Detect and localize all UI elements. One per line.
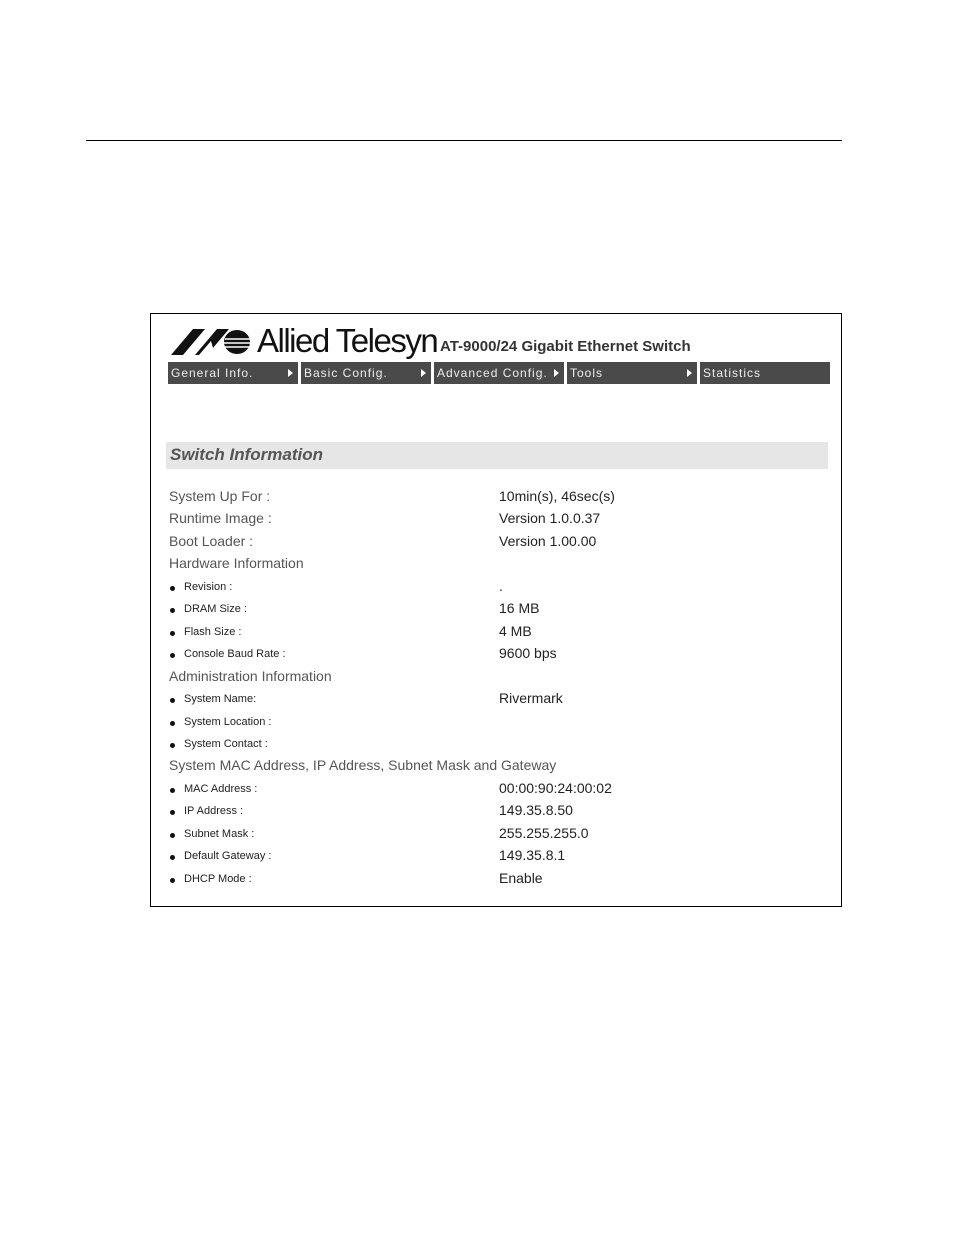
- info-value: 149.35.8.1: [499, 847, 566, 864]
- bullet-icon: [170, 788, 175, 793]
- bullet-icon: [170, 833, 175, 838]
- nav-item-label: Tools: [570, 366, 604, 380]
- info-label: MAC Address :: [184, 782, 258, 795]
- info-label: IP Address :: [184, 805, 244, 818]
- info-value: Version 1.0.0.37: [499, 510, 601, 527]
- bullet-icon: [170, 855, 175, 860]
- brand-name: Allied Telesyn: [257, 322, 438, 359]
- info-row: [151, 645, 841, 667]
- info-value: Rivermark: [499, 690, 563, 707]
- info-value: 149.35.8.50: [499, 802, 573, 819]
- submenu-arrow-icon: [421, 369, 426, 377]
- info-row: [151, 510, 841, 532]
- info-label: Boot Loader :: [169, 532, 254, 549]
- info-value: 16 MB: [499, 600, 540, 617]
- page-top-rule: [86, 140, 842, 141]
- allied-telesyn-logo-icon: [171, 327, 251, 357]
- section-header: [166, 442, 828, 469]
- info-label: System Name:: [184, 693, 257, 706]
- info-label: Runtime Image :: [169, 510, 272, 527]
- info-row: [151, 802, 841, 824]
- info-row: [151, 578, 841, 600]
- info-row: [151, 533, 841, 555]
- info-value: 255.255.255.0: [499, 824, 589, 841]
- nav-item-label: Advanced Config.: [437, 366, 548, 380]
- info-value: 00:00:90:24:00:02: [499, 779, 612, 796]
- info-label: System MAC Address, IP Address, Subnet Mask and Gateway: [169, 757, 557, 774]
- group-heading: [151, 555, 841, 577]
- bullet-icon: [170, 586, 175, 591]
- info-row: [151, 825, 841, 847]
- info-value: 9600 bps: [499, 645, 557, 662]
- nav-item-1[interactable]: [301, 362, 431, 384]
- main-nav: [168, 362, 830, 384]
- nav-item-4[interactable]: [700, 362, 830, 384]
- info-value: Version 1.00.00: [499, 532, 597, 549]
- info-row: [151, 735, 841, 757]
- bullet-icon: [170, 878, 175, 883]
- info-row: [151, 488, 841, 510]
- info-label: Console Baud Rate :: [184, 648, 286, 661]
- submenu-arrow-icon: [288, 369, 293, 377]
- info-label: DRAM Size :: [184, 603, 247, 616]
- product-title: AT-9000/24 Gigabit Ethernet Switch: [440, 338, 691, 355]
- group-heading: [151, 757, 841, 779]
- info-label: Hardware Information: [169, 555, 304, 572]
- info-label: Subnet Mask :: [184, 827, 255, 840]
- info-value: 4 MB: [499, 622, 532, 639]
- submenu-arrow-icon: [687, 369, 692, 377]
- screenshot-frame: [150, 313, 842, 907]
- info-row: [151, 600, 841, 622]
- bullet-icon: [170, 743, 175, 748]
- info-value: 10min(s), 46sec(s): [499, 488, 615, 504]
- bullet-icon: [170, 631, 175, 636]
- section-title: Switch Information: [170, 445, 323, 464]
- nav-item-label: Statistics: [703, 366, 762, 380]
- info-label: System Contact :: [184, 737, 268, 750]
- info-label: Flash Size :: [184, 625, 242, 638]
- info-label: Administration Information: [169, 667, 332, 684]
- bullet-icon: [170, 608, 175, 613]
- bullet-icon: [170, 721, 175, 726]
- info-row: [151, 780, 841, 802]
- info-row: [151, 870, 841, 892]
- nav-item-3[interactable]: [567, 362, 697, 384]
- info-row: [151, 690, 841, 712]
- bullet-icon: [170, 698, 175, 703]
- info-row: [151, 847, 841, 869]
- info-label: Default Gateway :: [184, 850, 272, 863]
- info-label: System Location :: [184, 715, 272, 728]
- info-label: Revision :: [184, 580, 233, 593]
- info-label: DHCP Mode :: [184, 872, 252, 885]
- bullet-icon: [170, 653, 175, 658]
- info-value: .: [499, 577, 503, 594]
- bullet-icon: [170, 810, 175, 815]
- nav-item-2[interactable]: [434, 362, 564, 384]
- info-value: Enable: [499, 869, 543, 886]
- nav-item-label: Basic Config.: [304, 366, 388, 380]
- info-label: System Up For :: [169, 488, 271, 504]
- nav-item-label: General Info.: [171, 366, 254, 380]
- info-row: [151, 623, 841, 645]
- group-heading: [151, 668, 841, 690]
- nav-item-0[interactable]: [168, 362, 298, 384]
- info-row: [151, 713, 841, 735]
- header: [169, 324, 829, 362]
- submenu-arrow-icon: [554, 369, 559, 377]
